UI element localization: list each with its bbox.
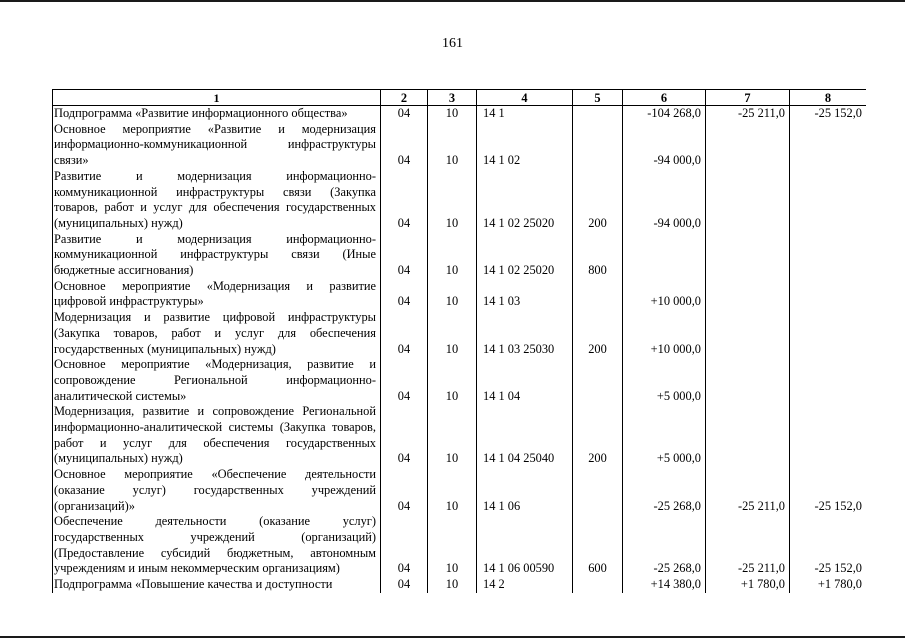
row-description: Основное мероприятие «Модернизация и развитие цифровой инфраструктуры» — [53, 279, 381, 310]
scan-edge-top — [0, 0, 905, 2]
cell-expense-type: 200 — [573, 404, 623, 467]
cell-expense-type — [573, 279, 623, 310]
cell-amount-8 — [790, 357, 867, 404]
header-col-7: 7 — [706, 90, 790, 106]
cell-subsection: 10 — [428, 514, 477, 577]
header-col-1: 1 — [53, 90, 381, 106]
table-row — [53, 169, 867, 232]
cell-amount-7 — [706, 122, 790, 169]
row-description: Модернизация и развитие цифровой инфраструктуры (Закупка товаров, работ и услуг для обеспечения государственных (муниципальных) нужд) — [53, 310, 381, 357]
row-description: Модернизация, развитие и сопровождение Региональной информационно-аналитической системы (Закупка товаров, работ и услуг для обеспечения государственных (муниципальных) нужд) — [53, 404, 381, 467]
cell-expense-type: 200 — [573, 310, 623, 357]
cell-subsection: 10 — [428, 577, 477, 593]
cell-target-code: 14 2 — [477, 577, 573, 593]
cell-amount-7 — [706, 404, 790, 467]
cell-subsection: 10 — [428, 106, 477, 122]
cell-target-code: 14 1 — [477, 106, 573, 122]
cell-target-code: 14 1 03 — [477, 279, 573, 310]
cell-section: 04 — [381, 106, 428, 122]
table-row — [53, 122, 867, 169]
cell-subsection: 10 — [428, 404, 477, 467]
table-row — [53, 310, 867, 357]
cell-amount-7: -25 211,0 — [706, 514, 790, 577]
cell-target-code: 14 1 03 25030 — [477, 310, 573, 357]
cell-amount-7: -25 211,0 — [706, 106, 790, 122]
table-row — [53, 279, 867, 310]
cell-target-code: 14 1 06 00590 — [477, 514, 573, 577]
header-col-2: 2 — [381, 90, 428, 106]
row-description: Развитие и модернизация информационно-коммуникационной инфраструктуры связи (Иные бюджетные ассигнования) — [53, 232, 381, 279]
cell-amount-8: -25 152,0 — [790, 467, 867, 514]
table-row — [53, 106, 867, 122]
header-col-3: 3 — [428, 90, 477, 106]
cell-amount-6 — [623, 232, 706, 279]
cell-section: 04 — [381, 279, 428, 310]
cell-amount-6: -94 000,0 — [623, 169, 706, 232]
cell-amount-7 — [706, 279, 790, 310]
cell-subsection: 10 — [428, 232, 477, 279]
cell-target-code: 14 1 02 25020 — [477, 232, 573, 279]
row-description: Подпрограмма «Повышение качества и доступности — [53, 577, 381, 593]
cell-section: 04 — [381, 122, 428, 169]
cell-section: 04 — [381, 404, 428, 467]
cell-amount-6: +14 380,0 — [623, 577, 706, 593]
cell-amount-7 — [706, 357, 790, 404]
cell-amount-8 — [790, 122, 867, 169]
cell-amount-7: -25 211,0 — [706, 467, 790, 514]
cell-amount-8 — [790, 279, 867, 310]
cell-amount-6: -25 268,0 — [623, 514, 706, 577]
table-row — [53, 232, 867, 279]
header-col-6: 6 — [623, 90, 706, 106]
cell-subsection: 10 — [428, 169, 477, 232]
cell-section: 04 — [381, 310, 428, 357]
cell-section: 04 — [381, 169, 428, 232]
cell-target-code: 14 1 02 — [477, 122, 573, 169]
cell-section: 04 — [381, 467, 428, 514]
row-description: Развитие и модернизация информационно-коммуникационной инфраструктуры связи (Закупка товаров, работ и услуг для обеспечения государственных (муниципальных) нужд) — [53, 169, 381, 232]
header-col-8: 8 — [790, 90, 867, 106]
cell-target-code: 14 1 04 — [477, 357, 573, 404]
cell-subsection: 10 — [428, 357, 477, 404]
cell-amount-6: +10 000,0 — [623, 310, 706, 357]
cell-amount-6: -94 000,0 — [623, 122, 706, 169]
cell-expense-type: 800 — [573, 232, 623, 279]
cell-amount-8 — [790, 404, 867, 467]
cell-section: 04 — [381, 514, 428, 577]
cell-target-code: 14 1 04 25040 — [477, 404, 573, 467]
cell-amount-6: +5 000,0 — [623, 404, 706, 467]
table-row — [53, 404, 867, 467]
table-body — [53, 106, 867, 593]
cell-subsection: 10 — [428, 122, 477, 169]
budget-table-container — [52, 89, 866, 601]
cell-section: 04 — [381, 577, 428, 593]
cell-expense-type — [573, 357, 623, 404]
cell-amount-6: +10 000,0 — [623, 279, 706, 310]
row-description: Основное мероприятие «Обеспечение деятельности (оказание услуг) государственных учреждений (организаций)» — [53, 467, 381, 514]
cell-subsection: 10 — [428, 279, 477, 310]
cell-target-code: 14 1 02 25020 — [477, 169, 573, 232]
row-description: Основное мероприятие «Модернизация, развитие и сопровождение Региональной информационно-аналитической системы» — [53, 357, 381, 404]
cell-expense-type — [573, 106, 623, 122]
table-row — [53, 577, 867, 593]
cell-target-code: 14 1 06 — [477, 467, 573, 514]
cell-amount-6: -104 268,0 — [623, 106, 706, 122]
cell-amount-8: +1 780,0 — [790, 577, 867, 593]
cell-expense-type — [573, 467, 623, 514]
row-description: Основное мероприятие «Развитие и модернизация информационно-коммуникационной инфраструктуры связи» — [53, 122, 381, 169]
cell-amount-6: +5 000,0 — [623, 357, 706, 404]
cell-subsection: 10 — [428, 467, 477, 514]
cell-section: 04 — [381, 232, 428, 279]
cell-expense-type — [573, 577, 623, 593]
table-row — [53, 357, 867, 404]
cell-amount-8: -25 152,0 — [790, 106, 867, 122]
row-description: Обеспечение деятельности (оказание услуг) государственных учреждений (организаций) (Предоставление субсидий бюджетным, автономным учреждениям и иным некоммерческим организациям) — [53, 514, 381, 577]
cell-expense-type — [573, 122, 623, 169]
header-col-4: 4 — [477, 90, 573, 106]
cell-expense-type: 600 — [573, 514, 623, 577]
cell-subsection: 10 — [428, 310, 477, 357]
budget-table — [52, 89, 866, 593]
row-description: Подпрограмма «Развитие информационного общества» — [53, 106, 381, 122]
cell-amount-8 — [790, 310, 867, 357]
cell-amount-7 — [706, 232, 790, 279]
scan-edge-bottom — [0, 636, 905, 638]
cell-amount-8: -25 152,0 — [790, 514, 867, 577]
table-row — [53, 514, 867, 577]
cell-amount-7 — [706, 169, 790, 232]
cell-section: 04 — [381, 357, 428, 404]
cell-amount-7: +1 780,0 — [706, 577, 790, 593]
cell-expense-type: 200 — [573, 169, 623, 232]
table-row — [53, 467, 867, 514]
cell-amount-8 — [790, 232, 867, 279]
table-header-row — [53, 90, 867, 106]
cell-amount-7 — [706, 310, 790, 357]
cell-amount-6: -25 268,0 — [623, 467, 706, 514]
cell-amount-8 — [790, 169, 867, 232]
page-number: 161 — [442, 36, 463, 51]
header-col-5: 5 — [573, 90, 623, 106]
